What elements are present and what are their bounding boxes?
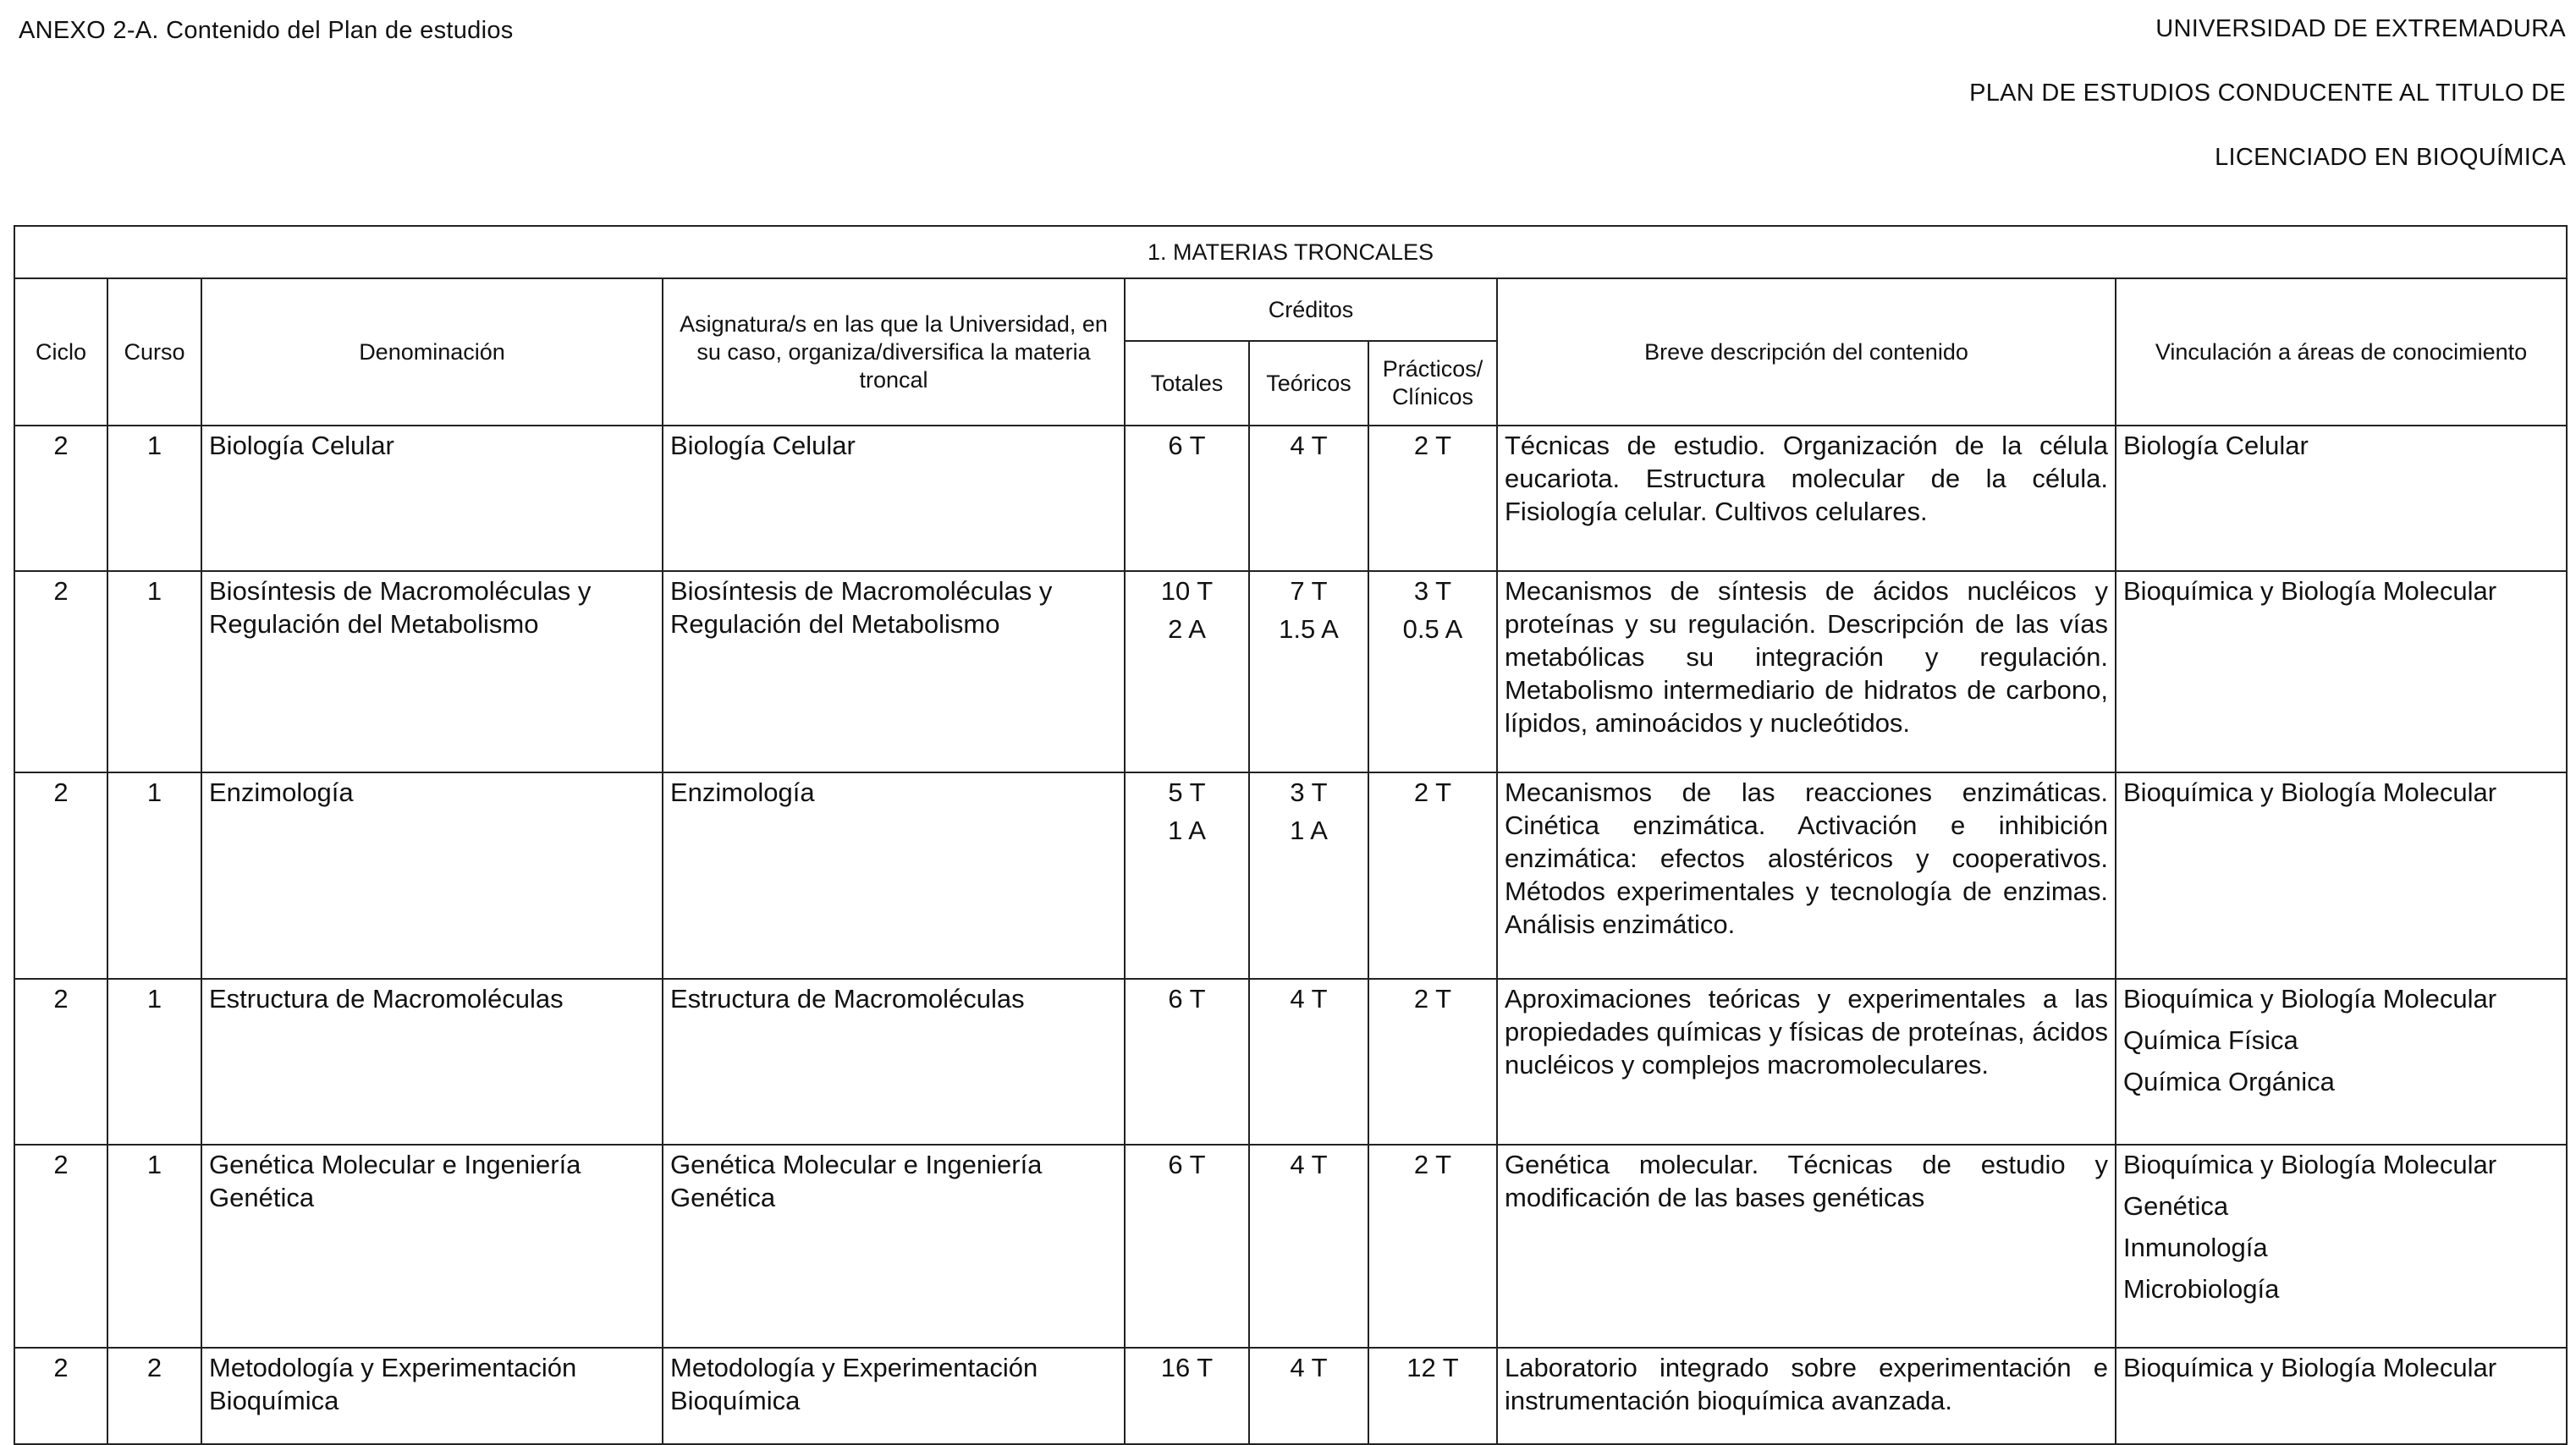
cell-descripcion: Aproximaciones teóricas y experimentales a las propiedades químicas y físicas de proteínas, ácidos nucléicos y complejos macromoleculares. [1497, 979, 2116, 1145]
cell-practicos [1368, 1145, 1497, 1348]
cell-denominacion: Estructura de Macromoléculas [201, 979, 663, 1145]
degree-title: LICENCIADO EN BIOQUÍMICA [2215, 144, 2566, 171]
col-header-ciclo: Ciclo [14, 278, 107, 426]
table-row [14, 772, 2567, 979]
col-header-vinculacion: Vinculación a áreas de conocimiento [2116, 278, 2567, 426]
credit-value: 2 T [1413, 777, 1452, 807]
cell-areas [2116, 426, 2567, 571]
credit-value: 1 A [1290, 816, 1328, 845]
credit-value: 12 T [1406, 1353, 1459, 1382]
cell-teoricos [1249, 979, 1368, 1145]
col-header-teoricos: Teóricos [1249, 341, 1368, 426]
cell-descripcion: Mecanismos de síntesis de ácidos nucléicos y proteínas y su regulación. Descripción de las vías metabólicas su integración y regulación. Metabolismo intermediario de hidratos de carbono, lípidos, aminoácidos y nucleótidos. [1497, 571, 2116, 772]
cell-areas [2116, 571, 2567, 772]
credit-value: 4 T [1290, 431, 1328, 460]
col-header-creditos: Créditos [1125, 278, 1497, 341]
col-header-curso: Curso [107, 278, 201, 426]
credit-value: 6 T [1168, 1150, 1206, 1179]
area-item: Bioquímica y Biología Molecular [2123, 984, 2497, 1014]
cell-teoricos [1249, 772, 1368, 979]
cell-curso: 2 [107, 1348, 201, 1444]
credit-value: 4 T [1290, 984, 1328, 1014]
plan-title: PLAN DE ESTUDIOS CONDUCENTE AL TITULO DE [1969, 80, 2566, 107]
cell-denominacion: Genética Molecular e Ingeniería Genética [201, 1145, 663, 1348]
credit-value: 16 T [1160, 1353, 1214, 1382]
credit-value: 2 A [1168, 614, 1206, 644]
cell-asignatura: Biología Celular [663, 426, 1125, 571]
cell-totales [1125, 1348, 1249, 1444]
cell-teoricos [1249, 1348, 1368, 1444]
cell-descripcion: Genética molecular. Técnicas de estudio y modificación de las bases genéticas [1497, 1145, 2116, 1348]
cell-teoricos [1249, 426, 1368, 571]
credit-value: 2 T [1413, 984, 1452, 1014]
cell-ciclo: 2 [14, 1145, 107, 1348]
area-item: Bioquímica y Biología Molecular [2123, 1353, 2497, 1382]
credit-value: 4 T [1290, 1353, 1328, 1382]
cell-areas [2116, 979, 2567, 1145]
cell-asignatura: Enzimología [663, 772, 1125, 979]
area-item: Bioquímica y Biología Molecular [2123, 1150, 2497, 1179]
credit-value: 5 T [1168, 777, 1206, 807]
area-item: Microbiología [2123, 1274, 2280, 1304]
cell-teoricos [1249, 1145, 1368, 1348]
cell-ciclo: 2 [14, 979, 107, 1145]
table-row [14, 1145, 2567, 1348]
cell-practicos [1368, 426, 1497, 571]
credit-value: 6 T [1168, 431, 1206, 460]
col-header-asignaturas: Asignatura/s en las que la Universidad, en su caso, organiza/diversifica la materia troncal [663, 278, 1125, 426]
cell-areas [2116, 1145, 2567, 1348]
cell-asignatura: Genética Molecular e Ingeniería Genética [663, 1145, 1125, 1348]
cell-denominacion: Metodología y Experimentación Bioquímica [201, 1348, 663, 1444]
cell-descripcion: Mecanismos de las reacciones enzimáticas. Cinética enzimática. Activación e inhibición enzimática: efectos alostéricos y cooperativos. Métodos experimentales y tecnología de enzimas. Análisis enzimático. [1497, 772, 2116, 979]
area-item: Bioquímica y Biología Molecular [2123, 777, 2497, 807]
cell-denominacion: Biosíntesis de Macromoléculas y Regulación del Metabolismo [201, 571, 663, 772]
cell-practicos [1368, 772, 1497, 979]
cell-totales [1125, 979, 1249, 1145]
cell-curso: 1 [107, 1145, 201, 1348]
area-item: Química Orgánica [2123, 1067, 2335, 1096]
materias-troncales-table [14, 225, 2568, 1445]
cell-curso: 1 [107, 979, 201, 1145]
cell-ciclo: 2 [14, 426, 107, 571]
col-header-practicos: Prácticos/ Clínicos [1368, 341, 1497, 426]
col-header-totales: Totales [1125, 341, 1249, 426]
cell-curso: 1 [107, 772, 201, 979]
credit-value: 0.5 A [1402, 614, 1463, 644]
area-item: Biología Celular [2123, 431, 2309, 460]
cell-totales [1125, 426, 1249, 571]
credit-value: 3 T [1290, 777, 1328, 807]
credit-value: 2 T [1413, 1150, 1452, 1179]
cell-areas [2116, 772, 2567, 979]
cell-ciclo: 2 [14, 571, 107, 772]
cell-ciclo: 2 [14, 1348, 107, 1444]
table-row [14, 979, 2567, 1145]
credit-value: 4 T [1290, 1150, 1328, 1179]
cell-asignatura: Metodología y Experimentación Bioquímica [663, 1348, 1125, 1444]
cell-ciclo: 2 [14, 772, 107, 979]
cell-denominacion: Enzimología [201, 772, 663, 979]
cell-asignatura: Biosíntesis de Macromoléculas y Regulación del Metabolismo [663, 571, 1125, 772]
credit-value: 3 T [1413, 576, 1452, 606]
credit-value: 6 T [1168, 984, 1206, 1014]
table-title: 1. MATERIAS TRONCALES [14, 226, 2567, 278]
cell-practicos [1368, 571, 1497, 772]
cell-areas [2116, 1348, 2567, 1444]
col-header-descripcion: Breve descripción del contenido [1497, 278, 2116, 426]
credit-value: 2 T [1413, 431, 1452, 460]
cell-curso: 1 [107, 426, 201, 571]
cell-practicos [1368, 1348, 1497, 1444]
cell-teoricos [1249, 571, 1368, 772]
table-row [14, 571, 2567, 772]
credit-value: 7 T [1290, 576, 1328, 606]
area-item: Genética [2123, 1191, 2229, 1221]
table-row [14, 1348, 2567, 1444]
annex-title: ANEXO 2-A. Contenido del Plan de estudios [19, 17, 514, 44]
col-header-denominacion: Denominación [201, 278, 663, 426]
area-item: Bioquímica y Biología Molecular [2123, 576, 2497, 606]
cell-descripcion: Técnicas de estudio. Organización de la célula eucariota. Estructura molecular de la célula. Fisiología celular. Cultivos celulares. [1497, 426, 2116, 571]
cell-totales [1125, 571, 1249, 772]
university-name: UNIVERSIDAD DE EXTREMADURA [2155, 15, 2566, 42]
credit-value: 1.5 A [1279, 614, 1339, 644]
table-row [14, 426, 2567, 571]
cell-asignatura: Estructura de Macromoléculas [663, 979, 1125, 1145]
cell-practicos [1368, 979, 1497, 1145]
cell-totales [1125, 772, 1249, 979]
cell-curso: 1 [107, 571, 201, 772]
credit-value: 1 A [1168, 816, 1206, 845]
cell-totales [1125, 1145, 1249, 1348]
area-item: Química Física [2123, 1025, 2298, 1055]
credit-value: 10 T [1160, 576, 1214, 606]
cell-denominacion: Biología Celular [201, 426, 663, 571]
cell-descripcion: Laboratorio integrado sobre experimentación e instrumentación bioquímica avanzada. [1497, 1348, 2116, 1444]
area-item: Inmunología [2123, 1233, 2268, 1262]
